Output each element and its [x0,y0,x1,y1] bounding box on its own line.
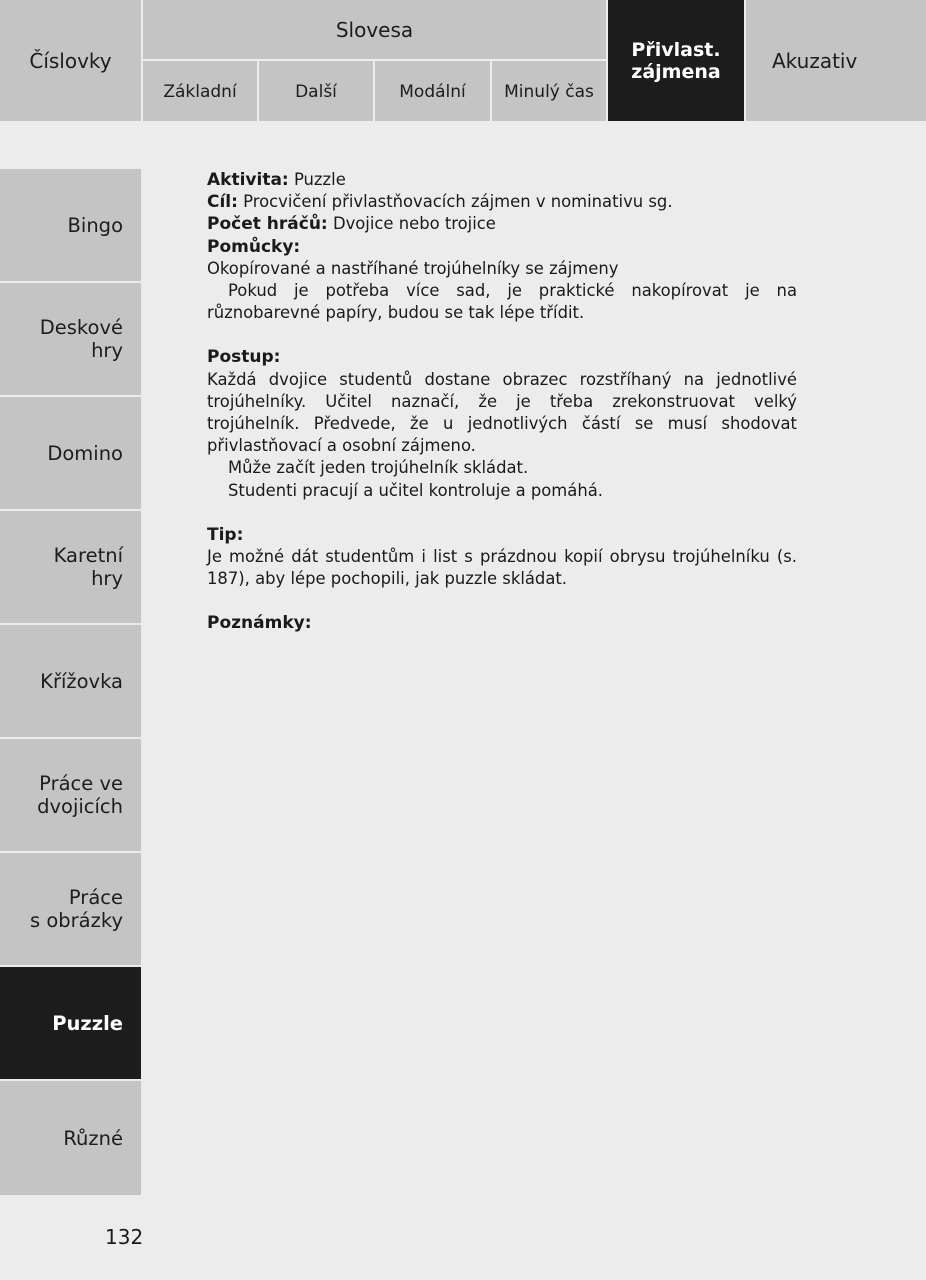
subtab-label: Základní [163,82,237,102]
aktivita-label: Aktivita: [207,170,289,190]
cil-line [207,191,797,213]
side-bingo[interactable] [0,169,141,281]
tab-slovesa-label: Slovesa [335,17,414,42]
subtab-modalni[interactable] [375,61,490,121]
postup-section [207,346,797,501]
pomucky-section [207,236,797,325]
side-puzzle[interactable] [0,967,141,1079]
activity-content [207,169,797,635]
tab-privlast-label: Přivlast. zájmena [631,38,721,83]
subtab-label: Modální [399,82,466,102]
side-label: Práce ve dvojicích [37,772,123,818]
tab-slovesa[interactable] [143,0,606,59]
postup-paragraph: Může začít jeden trojúhelník skládat. [228,458,529,478]
side-krizovka[interactable] [0,625,141,737]
side-label: Křížovka [40,669,123,693]
poznamky-label: Poznámky: [207,613,312,634]
side-label: Deskové hry [39,316,123,362]
side-deskove-hry[interactable] [0,283,141,395]
subtab-zakladni[interactable] [143,61,257,121]
tab-privlast-zajmena[interactable] [608,0,744,121]
cil-label: Cíl: [207,192,238,213]
side-label: Domino [47,441,123,465]
side-domino[interactable] [0,397,141,509]
side-ruzne[interactable] [0,1081,141,1195]
tab-cislovky-label: Číslovky [29,48,112,73]
pocet-line [207,213,797,235]
side-karetni-hry[interactable] [0,511,141,623]
side-label: Různé [63,1126,123,1150]
subtab-dalsi[interactable] [259,61,373,121]
side-label: Bingo [67,213,123,237]
pocet-label: Počet hráčů: [207,214,328,235]
tip-section [207,524,797,591]
side-label: Puzzle [52,1011,123,1035]
aktivita-value: Puzzle [293,170,346,189]
pomucky-line: Okopírované a nastříhané trojúhelníky se zájmeny [207,258,619,278]
tip-text: Je možné dát studentům i list s prázdnou kopií obrysu trojúhelníku (s. 187), aby lépe pochopili, jak puzzle skládat. [207,547,797,589]
aktivita-line [207,169,797,191]
side-label: Karetní hry [53,544,123,590]
subtab-minuly-cas[interactable] [492,61,606,121]
pomucky-note: Pokud je potřeba více sad, je praktické nakopírovat je na různobarevné papíry, budou se tak lépe třídit. [207,281,797,323]
postup-label: Postup: [207,347,281,368]
tip-label: Tip: [207,524,244,545]
postup-paragraph: Studenti pracují a učitel kontroluje a pomáhá. [228,480,603,500]
page-number: 132 [105,1225,144,1249]
side-label: Práce s obrázky [29,886,123,932]
tab-cislovky[interactable] [0,0,141,121]
postup-paragraph: Každá dvojice studentů dostane obrazec rozstříhaný na jednotlivé trojúhelníky. Učitel naznačí, že je třeba zrekonstruovat velký trojúhelník. Předvede, že u jednotlivých částí se musí shodovat přivlastňovací a osobní zájmeno. [207,369,797,456]
pocet-value: Dvojice nebo trojice [332,214,496,234]
pomucky-label: Pomůcky: [207,236,301,257]
tab-akuzativ[interactable] [746,0,926,121]
subtab-label: Minulý čas [504,82,594,102]
side-prace-ve-dvojicich[interactable] [0,739,141,851]
tab-akuzativ-label: Akuzativ [772,48,858,73]
cil-value: Procvičení přivlastňovacích zájmen v nominativu sg. [243,192,673,212]
side-prace-s-obrazky[interactable] [0,853,141,965]
subtab-label: Další [295,82,337,102]
